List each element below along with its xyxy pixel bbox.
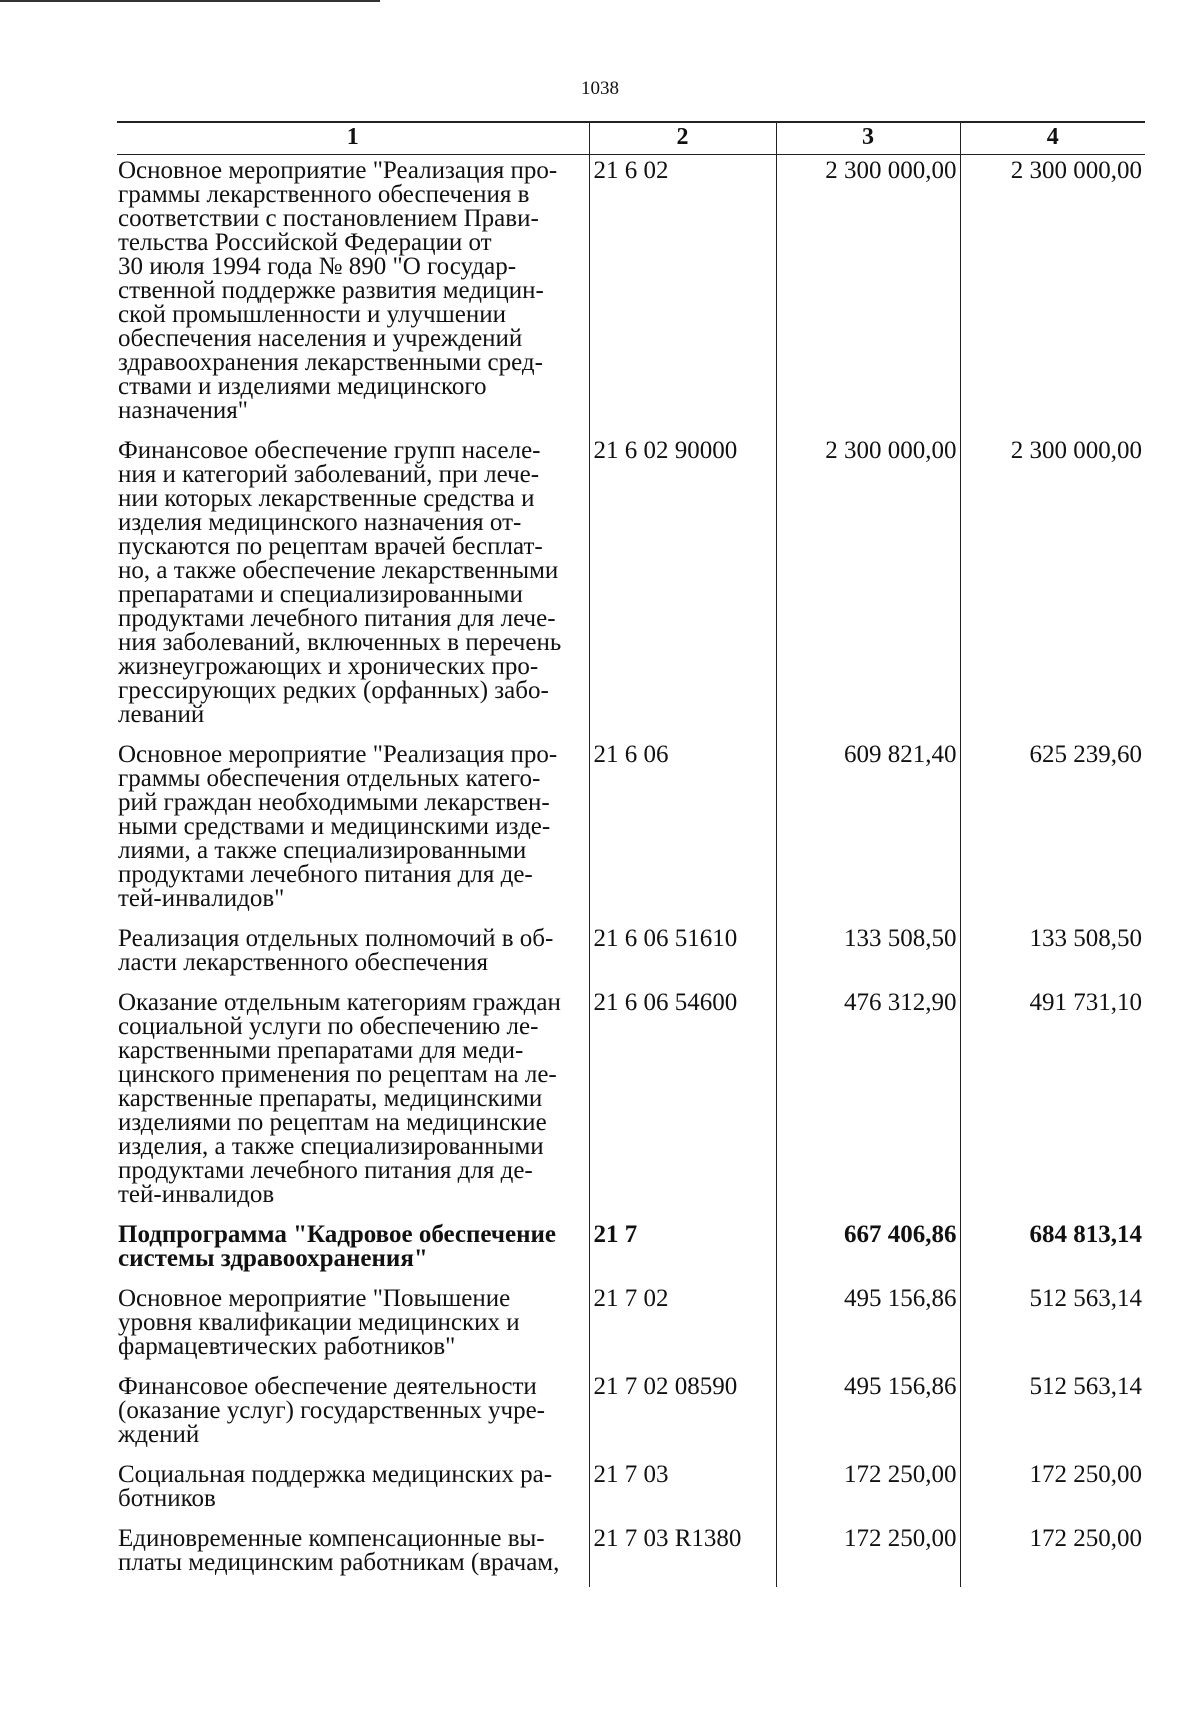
table-row: [117, 987, 1145, 1219]
budget-table-container: [117, 121, 1145, 1587]
row-code-cell: 21 6 06: [589, 739, 776, 923]
row-value-col4-cell: 172 250,00: [960, 1523, 1145, 1587]
row-value-col4-cell: 512 563,14: [960, 1283, 1145, 1371]
table-row: [117, 1523, 1145, 1587]
row-code-cell: 21 7 03: [589, 1459, 776, 1523]
row-code-cell: 21 7 02: [589, 1283, 776, 1371]
row-code-cell: 21 6 02: [589, 154, 776, 435]
header-col-2: 2: [589, 122, 776, 154]
row-name-cell: Основное мероприятие "Реализация про- граммы лекарственного обеспечения в соответствии с постановлением Прави- тельства Российской Федерации от 30 июля 1994 года № 890 "О государ- ственной поддержке развития медицин- ской промышленности и улучшении обеспечения населения и учреждений здравоохранения лекарственными сред- ствами и изделиями медицинского назначения": [118, 156, 558, 424]
table-row: [117, 739, 1145, 923]
row-value-col3-cell: 495 156,86: [776, 1371, 960, 1459]
table-row: [117, 1219, 1145, 1283]
row-name-cell: Оказание отдельным категориям граждан социальной услуги по обеспечению ле- карственными препаратами для меди- цинского применения по рецептам на ле- карственные препараты, медицинскими изделиями по рецептам на медицинские изделия, а также специализированными продуктами лечебного питания для де- тей-инвалидов: [118, 988, 561, 1208]
row-name-cell: Социальная поддержка медицинских ра- ботников: [118, 1460, 553, 1512]
row-name-cell: Финансовое обеспечение групп населе- ния и категорий заболеваний, при лече- нии которых лекарственные средства и изделия медицинского назначения от- пускаются по рецептам врачей бесплат- но, а также обеспечение лекарственными препаратами и специализированными продуктами лечебного питания для лече- ния заболеваний, включенных в перечень жизнеугрожающих и хронических про- грессирующих редких (орфанных) забо- леваний: [118, 436, 562, 728]
table-row: [117, 435, 1145, 739]
row-name-cell: Финансовое обеспечение деятельности (оказание услуг) государственных учре- ждений: [118, 1372, 546, 1448]
row-value-col4-cell: 625 239,60: [960, 739, 1145, 923]
row-name-cell: Единовременные компенсационные вы- платы медицинским работникам (врачам,: [118, 1524, 560, 1576]
row-value-col4-cell: 684 813,14: [960, 1219, 1145, 1283]
row-name-cell: Основное мероприятие "Реализация про- граммы обеспечения отдельных катего- рий граждан необходимыми лекарствен- ными средствами и медицинскими изде- лиями, а также специализированными продуктами лечебного питания для де- тей-инвалидов": [118, 740, 558, 912]
row-name-cell: Основное мероприятие "Повышение уровня квалификации медицинских и фармацевтических работников": [118, 1284, 520, 1360]
row-value-col4-cell: 2 300 000,00: [960, 435, 1145, 739]
row-value-col3-cell: 172 250,00: [776, 1459, 960, 1523]
scan-edge-rule: [0, 0, 380, 2]
header-col-4: 4: [960, 122, 1145, 154]
row-value-col3-cell: 667 406,86: [776, 1219, 960, 1283]
row-value-col4-cell: 491 731,10: [960, 987, 1145, 1219]
row-value-col4-cell: 133 508,50: [960, 923, 1145, 987]
header-col-3: 3: [776, 122, 960, 154]
row-value-col3-cell: 476 312,90: [776, 987, 960, 1219]
table-row: [117, 1371, 1145, 1459]
row-code-cell: 21 7 02 08590: [589, 1371, 776, 1459]
row-code-cell: 21 6 06 51610: [589, 923, 776, 987]
row-code-cell: 21 7: [589, 1219, 776, 1283]
row-name-cell: Подпрограмма "Кадровое обеспечение системы здравоохранения": [118, 1220, 557, 1272]
row-code-cell: 21 7 03 R1380: [589, 1523, 776, 1587]
page-number: 1038: [581, 78, 619, 99]
row-value-col3-cell: 495 156,86: [776, 1283, 960, 1371]
header-col-1: 1: [117, 122, 589, 154]
table-body: [117, 154, 1145, 1587]
row-value-col3-cell: 2 300 000,00: [776, 154, 960, 435]
table-row: [117, 154, 1145, 435]
row-value-col4-cell: 172 250,00: [960, 1459, 1145, 1523]
table-row: [117, 923, 1145, 987]
row-value-col3-cell: 133 508,50: [776, 923, 960, 987]
header-row: [117, 122, 1145, 154]
row-value-col4-cell: 2 300 000,00: [960, 154, 1145, 435]
row-value-col3-cell: 2 300 000,00: [776, 435, 960, 739]
table-row: [117, 1459, 1145, 1523]
row-value-col4-cell: 512 563,14: [960, 1371, 1145, 1459]
row-name-cell: Реализация отдельных полномочий в об- ласти лекарственного обеспечения: [118, 924, 554, 976]
row-code-cell: 21 6 02 90000: [589, 435, 776, 739]
row-value-col3-cell: 172 250,00: [776, 1523, 960, 1587]
row-value-col3-cell: 609 821,40: [776, 739, 960, 923]
table-row: [117, 1283, 1145, 1371]
row-code-cell: 21 6 06 54600: [589, 987, 776, 1219]
budget-table: [117, 121, 1145, 1587]
